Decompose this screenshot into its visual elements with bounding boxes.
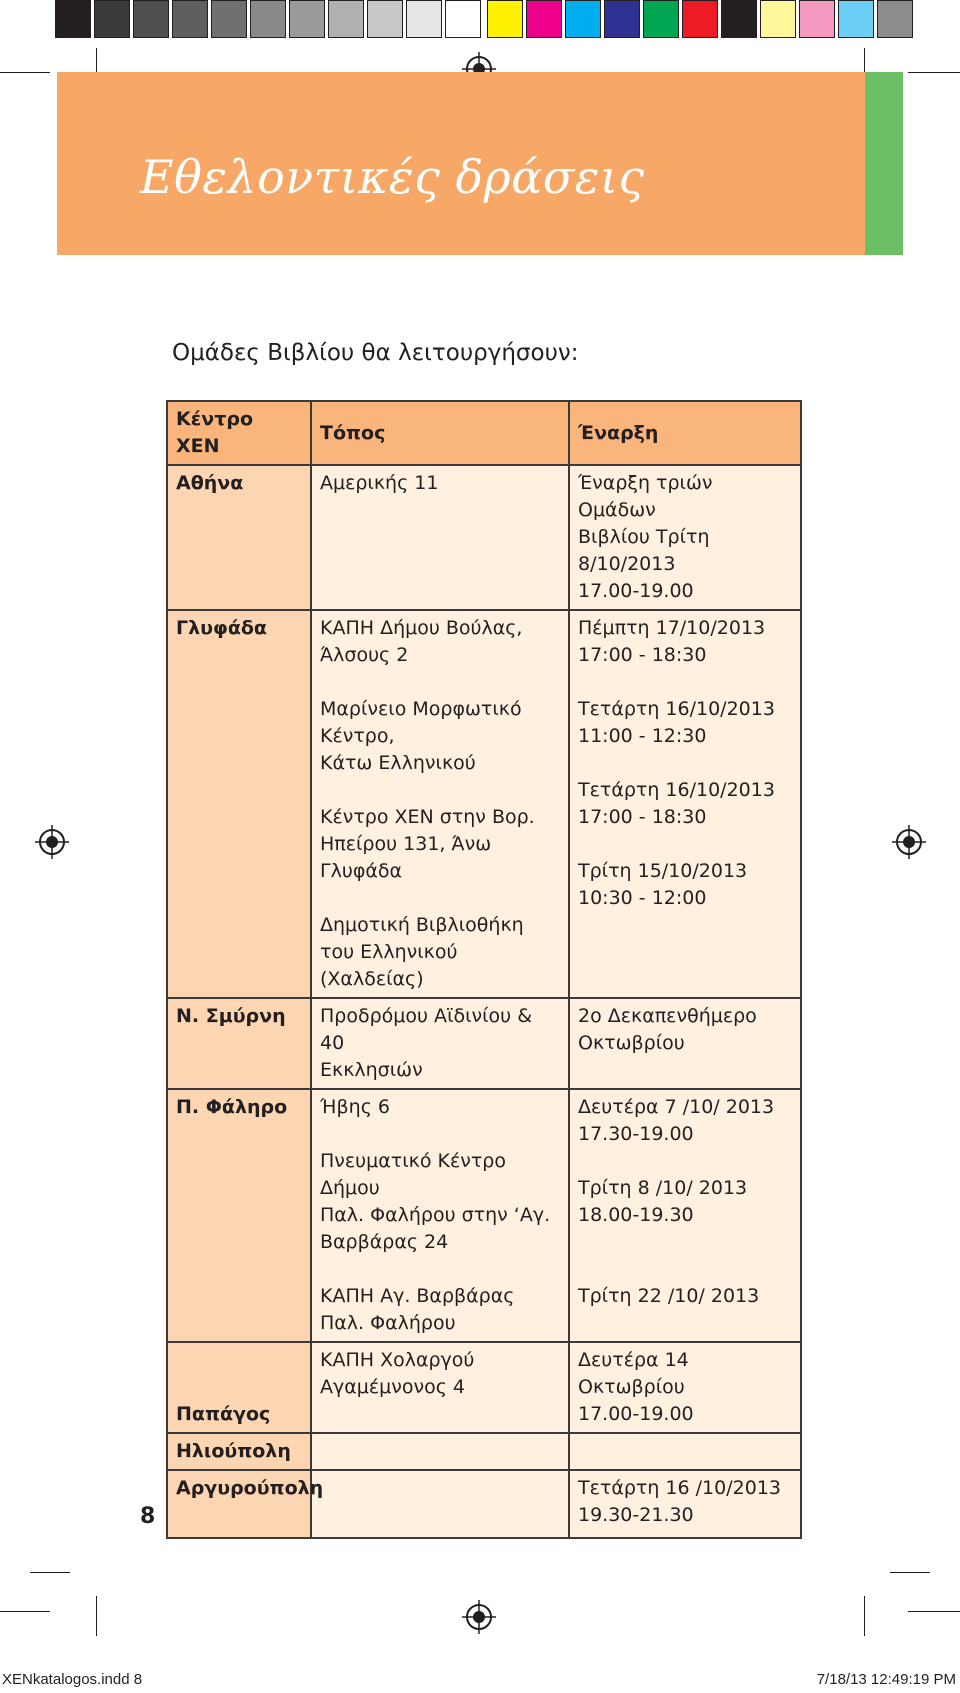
column-header-place: Τόπος — [311, 401, 569, 465]
color-swatch — [250, 0, 286, 38]
area-cell: Ν. Σμύρνη — [167, 998, 311, 1089]
place-entry: Αμερικής 11 — [320, 472, 439, 494]
start-cell — [569, 465, 801, 610]
color-bar-right — [487, 0, 916, 40]
start-entry: Τετάρτη 16/10/2013 17:00 - 18:30 — [578, 779, 775, 828]
start-entry: Έναρξη τριών Ομάδων Βιβλίου Τρίτη 8/10/2013 17.00-19.00 — [578, 472, 713, 602]
place-cell — [311, 1342, 569, 1433]
intro-text: Ομάδες Βιβλίου θα λειτουργήσουν: — [172, 340, 579, 366]
start-entry: Τρίτη 22 /10/ 2013 — [578, 1285, 760, 1307]
place-entry: Μαρίνειο Μορφωτικό Κέντρο, Κάτω Ελληνικού — [320, 698, 522, 774]
start-entry: 2ο Δεκαπενθήμερο Οκτωβρίου — [578, 1005, 757, 1054]
start-entry: Δευτέρα 7 /10/ 2013 17.30-19.00 — [578, 1096, 775, 1145]
place-entry: Προδρόμου Αϊδινίου & 40 Εκκλησιών — [320, 1005, 533, 1081]
start-cell — [569, 998, 801, 1089]
color-swatch — [55, 0, 91, 38]
table-row — [167, 1470, 801, 1538]
crop-mark — [96, 1596, 97, 1636]
header-accent-tab — [865, 72, 903, 255]
start-cell — [569, 1342, 801, 1433]
color-swatch — [445, 0, 481, 38]
place-entry: ΚΑΠΗ Αγ. Βαρβάρας Παλ. Φαλήρου — [320, 1285, 515, 1334]
place-cell — [311, 1433, 569, 1470]
crop-mark — [890, 1572, 930, 1573]
area-cell: Π. Φάληρο — [167, 1089, 311, 1342]
table-row — [167, 1089, 801, 1342]
schedule-table — [166, 400, 802, 1539]
crop-mark — [0, 72, 50, 73]
color-swatch — [643, 0, 679, 38]
color-swatch — [94, 0, 130, 38]
start-entry: Δευτέρα 14 Οκτωβρίου 17.00-19.00 — [578, 1349, 694, 1425]
color-swatch — [682, 0, 718, 38]
table-row — [167, 610, 801, 998]
color-swatch — [487, 0, 523, 38]
place-entry: Δημοτική Βιβλιοθήκη του Ελληνικού (Χαλδείας) — [320, 914, 524, 990]
area-cell: Αργυρούπολη — [167, 1470, 311, 1538]
place-cell — [311, 1470, 569, 1538]
start-cell — [569, 610, 801, 998]
color-swatch — [172, 0, 208, 38]
table-row — [167, 1342, 801, 1433]
color-swatch — [328, 0, 364, 38]
color-swatch — [565, 0, 601, 38]
area-cell: Παπάγος — [167, 1342, 311, 1433]
area-cell: Γλυφάδα — [167, 610, 311, 998]
page-title: Εθελοντικές δράσεις — [140, 150, 645, 204]
crop-mark — [0, 1611, 50, 1612]
color-swatch — [526, 0, 562, 38]
place-entry: ΚΑΠΗ Χολαργού Αγαμέμνονος 4 — [320, 1349, 475, 1398]
start-entry: Τετάρτη 16/10/2013 11:00 - 12:30 — [578, 698, 775, 747]
page-number: 8 — [140, 1504, 156, 1529]
place-entry: ΚΑΠΗ Δήμου Βούλας, Άλσους 2 — [320, 617, 523, 666]
footer-filename: XENkatalogos.indd 8 — [2, 1671, 143, 1688]
crop-mark — [908, 72, 960, 73]
place-cell — [311, 465, 569, 610]
color-bar-left — [55, 0, 484, 40]
footer-timestamp: 7/18/13 12:49:19 PM — [816, 1671, 956, 1688]
start-cell — [569, 1470, 801, 1538]
color-swatch — [289, 0, 325, 38]
place-entry: Πνευματικό Κέντρο Δήμου Παλ. Φαλήρου στην ‘Αγ. Βαρβάρας 24 — [320, 1150, 551, 1253]
table-row — [167, 465, 801, 610]
table-row — [167, 998, 801, 1089]
table-row — [167, 1433, 801, 1470]
place-entry: Ήβης 6 — [320, 1096, 390, 1118]
place-entry: Κέντρο ΧΕΝ στην Βορ. Ηπείρου 131, Άνω Γλυφάδα — [320, 806, 535, 882]
color-swatch — [877, 0, 913, 38]
area-cell: Αθήνα — [167, 465, 311, 610]
column-header-center: Κέντρο ΧΕΝ — [167, 401, 311, 465]
place-cell — [311, 610, 569, 998]
start-entry: Τρίτη 15/10/2013 10:30 - 12:00 — [578, 860, 748, 909]
start-entry: Τετάρτη 16 /10/2013 19.30-21.30 — [578, 1477, 781, 1526]
color-swatch — [838, 0, 874, 38]
registration-mark-icon — [35, 825, 69, 859]
column-header-start: Έναρξη — [569, 401, 801, 465]
registration-mark-icon — [892, 825, 926, 859]
crop-mark — [864, 1596, 865, 1636]
place-cell — [311, 998, 569, 1089]
color-swatch — [211, 0, 247, 38]
place-cell — [311, 1089, 569, 1342]
start-entry: Πέμπτη 17/10/2013 17:00 - 18:30 — [578, 617, 766, 666]
registration-mark-icon — [462, 1600, 496, 1634]
table-header-row — [167, 401, 801, 465]
area-cell: Ηλιούπολη — [167, 1433, 311, 1470]
crop-mark — [908, 1611, 960, 1612]
start-cell — [569, 1089, 801, 1342]
color-swatch — [133, 0, 169, 38]
color-swatch — [721, 0, 757, 38]
color-swatch — [367, 0, 403, 38]
start-cell — [569, 1433, 801, 1470]
start-entry: Τρίτη 8 /10/ 2013 18.00-19.30 — [578, 1177, 748, 1226]
color-swatch — [406, 0, 442, 38]
color-swatch — [760, 0, 796, 38]
color-swatch — [799, 0, 835, 38]
color-swatch — [604, 0, 640, 38]
crop-mark — [30, 1572, 70, 1573]
